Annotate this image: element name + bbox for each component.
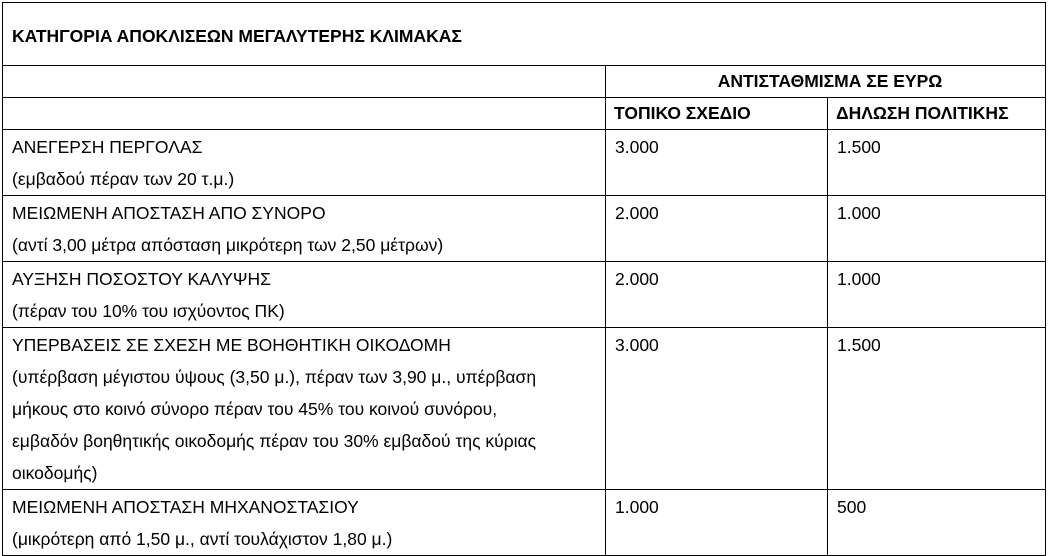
sub-header-row bbox=[3, 98, 1046, 130]
local-plan-value: 3.000 bbox=[606, 130, 828, 196]
local-plan-value: 3.000 bbox=[606, 328, 828, 490]
category-title: ΑΝΕΓΕΡΣΗ ΠΕΡΓΟΛΑΣ bbox=[12, 137, 203, 157]
policy-value: 1.500 bbox=[828, 130, 1046, 196]
policy-value: 1.500 bbox=[828, 328, 1046, 490]
category-cell bbox=[3, 490, 606, 556]
category-cell bbox=[3, 262, 606, 328]
category-detail: (πέραν του 10% του ισχύοντος ΠΚ) bbox=[12, 301, 285, 321]
category-detail: (υπέρβαση μέγιστου ύψους (3,50 μ.), πέραν των 3,90 μ., υπέρβαση bbox=[12, 367, 537, 387]
policy-value: 1.000 bbox=[828, 196, 1046, 262]
category-detail: (μικρότερη από 1,50 μ., αντί τουλάχιστον 1,80 μ.) bbox=[12, 529, 393, 549]
category-detail: μήκους στο κοινό σύνορο πέραν του 45% του κοινού συνόρου, bbox=[12, 399, 498, 419]
table-row bbox=[3, 262, 1046, 328]
empty-subheader-cell bbox=[3, 98, 606, 130]
category-cell bbox=[3, 196, 606, 262]
local-plan-value: 2.000 bbox=[606, 262, 828, 328]
category-detail: εμβαδόν βοηθητικής οικοδομής πέραν του 30% εμβαδού της κύριας bbox=[12, 431, 537, 451]
table-row bbox=[3, 196, 1046, 262]
policy-value: 1.000 bbox=[828, 262, 1046, 328]
category-detail: (αντί 3,00 μέτρα απόσταση μικρότερη των 2,50 μέτρων) bbox=[12, 235, 444, 255]
local-plan-value: 2.000 bbox=[606, 196, 828, 262]
category-title: ΑΥΞΗΣΗ ΠΟΣΟΣΤΟΥ ΚΑΛΥΨΗΣ bbox=[12, 269, 271, 289]
policy-header: ΔΗΛΩΣΗ ΠΟΛΙΤΙΚΗΣ bbox=[828, 98, 1046, 130]
table-row bbox=[3, 130, 1046, 196]
category-title: ΥΠΕΡΒΑΣΕΙΣ ΣΕ ΣΧΕΣΗ ΜΕ ΒΟΗΘΗΤΙΚΗ ΟΙΚΟΔΟΜΗ bbox=[12, 335, 451, 355]
local-plan-header: ΤΟΠΙΚΟ ΣΧΕΔΙΟ bbox=[606, 98, 828, 130]
title-row bbox=[3, 3, 1046, 66]
category-detail: οικοδομής) bbox=[12, 463, 98, 483]
local-plan-value: 1.000 bbox=[606, 490, 828, 556]
category-title: ΜΕΙΩΜΕΝΗ ΑΠΟΣΤΑΣΗ ΑΠΟ ΣΥΝΟΡΟ bbox=[12, 203, 326, 223]
compensation-table bbox=[2, 2, 1046, 556]
empty-header-cell bbox=[3, 66, 606, 98]
policy-value: 500 bbox=[828, 490, 1046, 556]
category-cell bbox=[3, 328, 606, 490]
table-row bbox=[3, 490, 1046, 556]
category-detail: (εμβαδού πέραν των 20 τ.μ.) bbox=[12, 169, 235, 189]
group-header-row bbox=[3, 66, 1046, 98]
category-title: ΜΕΙΩΜΕΝΗ ΑΠΟΣΤΑΣΗ ΜΗΧΑΝΟΣΤΑΣΙΟΥ bbox=[12, 497, 359, 517]
table-title: ΚΑΤΗΓΟΡΙΑ ΑΠΟΚΛΙΣΕΩΝ ΜΕΓΑΛΥΤΕΡΗΣ ΚΛΙΜΑΚΑΣ bbox=[3, 3, 1046, 66]
table-row bbox=[3, 328, 1046, 490]
category-cell bbox=[3, 130, 606, 196]
compensation-header: ΑΝΤΙΣΤΑΘΜΙΣΜΑ ΣΕ ΕΥΡΩ bbox=[606, 66, 1046, 98]
